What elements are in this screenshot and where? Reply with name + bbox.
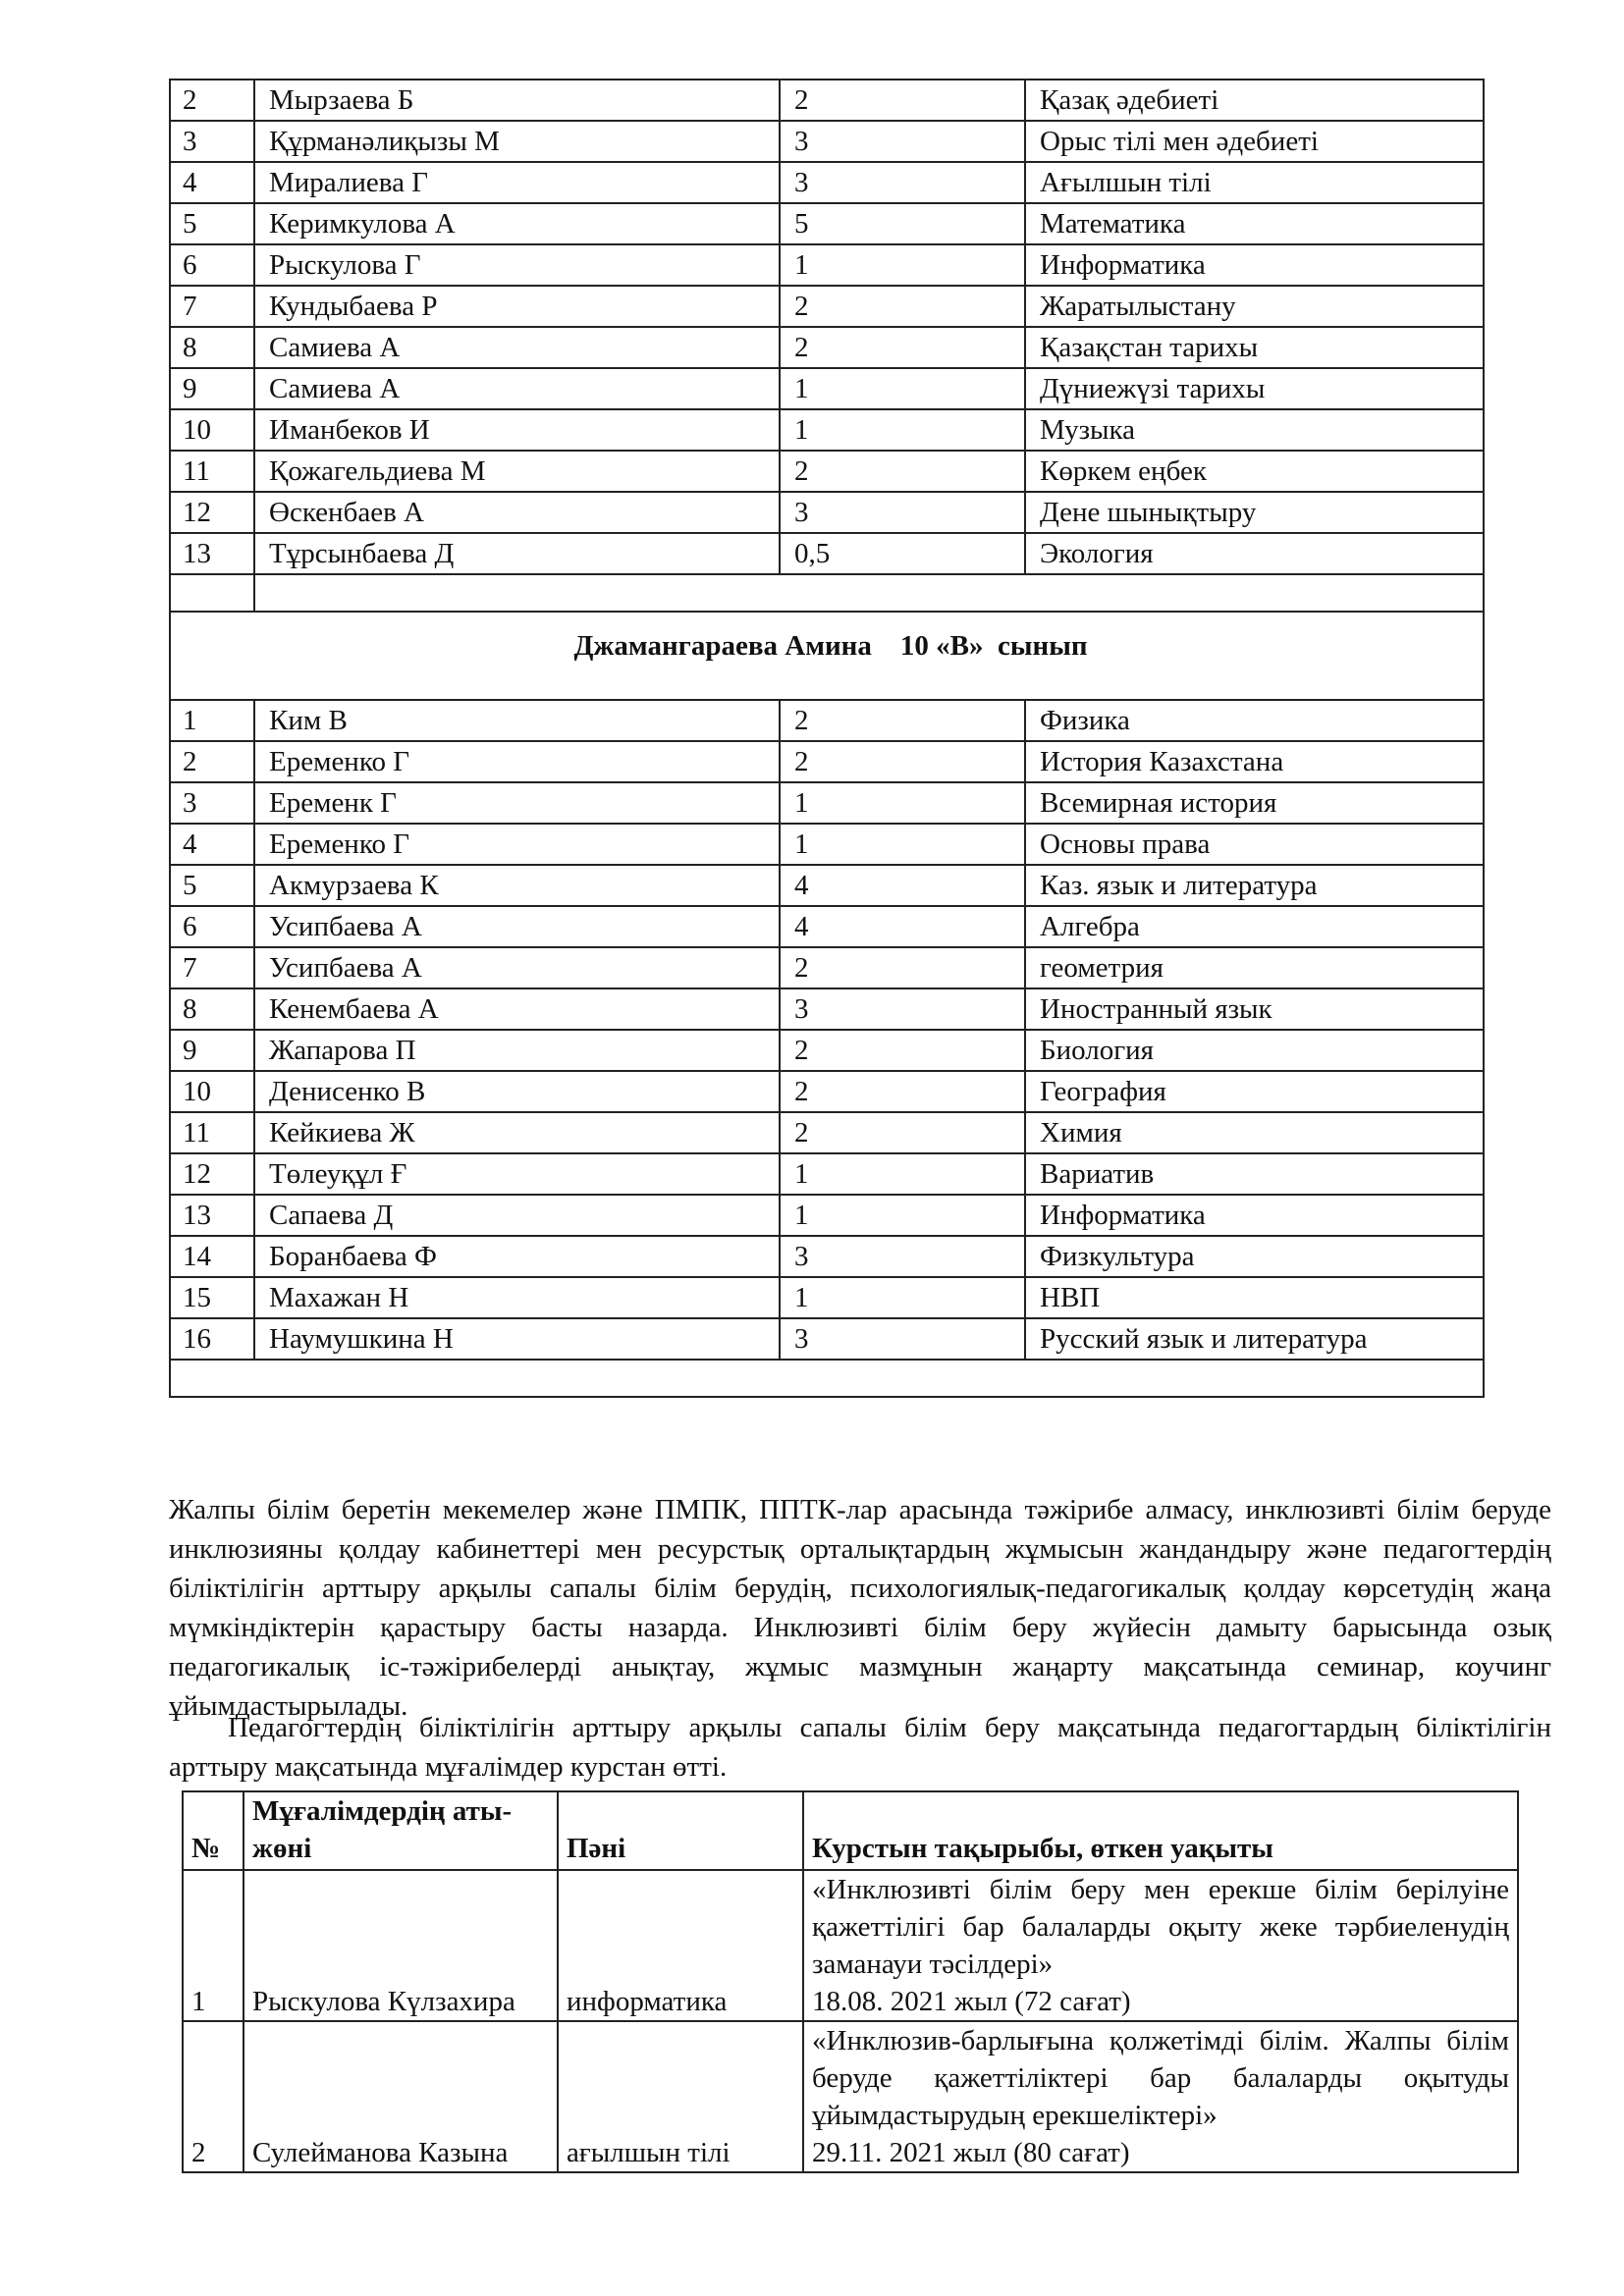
table-row (170, 1195, 1484, 1236)
table-row (170, 1112, 1484, 1153)
table-row (170, 1236, 1484, 1277)
row-number: 4 (170, 824, 254, 865)
subject-name: Всемирная история (1025, 782, 1484, 824)
hours-value: 3 (780, 1236, 1025, 1277)
row-number: 8 (170, 988, 254, 1030)
table-row (170, 80, 1484, 121)
hours-value: 2 (780, 947, 1025, 988)
teacher-name: Наумушкина Н (254, 1318, 780, 1360)
subject-name: Жаратылыстану (1025, 286, 1484, 327)
table-row (170, 286, 1484, 327)
table-row (170, 700, 1484, 741)
table-row (170, 162, 1484, 203)
teacher-name: Төлеуқұл Ғ (254, 1153, 780, 1195)
row-number: 5 (170, 203, 254, 244)
hours-value: 2 (780, 700, 1025, 741)
row-number: 15 (170, 1277, 254, 1318)
hours-value: 3 (780, 1318, 1025, 1360)
table-section-divider (170, 574, 1484, 700)
subject-name: История Казахстана (1025, 741, 1484, 782)
row-number: 5 (170, 865, 254, 906)
section-header-row (170, 612, 1484, 700)
course-info (803, 1870, 1518, 2021)
subject-name: Основы права (1025, 824, 1484, 865)
hours-value: 1 (780, 368, 1025, 409)
table-row (170, 1277, 1484, 1318)
subject-name: Ағылшын тілі (1025, 162, 1484, 203)
table-header-row (183, 1791, 1518, 1870)
hours-value: 2 (780, 286, 1025, 327)
row-number: 12 (170, 1153, 254, 1195)
row-number: 2 (183, 2021, 244, 2172)
hours-value: 3 (780, 162, 1025, 203)
course-title: «Инклюзив-барлығына қолжетімді білім. Жалпы білім беруде қажеттіліктері бар балаларды оқытуды ұйымдастырудың ерекшеліктері» (812, 2025, 1509, 2131)
paragraph-teacher-courses: Педагогтердің біліктілігін арттыру арқылы сапалы білім беру мақсатында педагогтардың біліктілігін арттыру мақсатында мұғалімдер курстан өтті. (169, 1712, 1551, 1783)
subject-name: НВП (1025, 1277, 1484, 1318)
hours-value: 2 (780, 1071, 1025, 1112)
table-row (170, 368, 1484, 409)
table-row (170, 1030, 1484, 1071)
teacher-name: Кейкиева Ж (254, 1112, 780, 1153)
hours-value: 1 (780, 1195, 1025, 1236)
table-row (170, 906, 1484, 947)
hours-value: 1 (780, 782, 1025, 824)
table-row (170, 121, 1484, 162)
hours-value: 2 (780, 1112, 1025, 1153)
hours-value: 4 (780, 865, 1025, 906)
empty-cell (254, 574, 1484, 612)
hours-value: 2 (780, 80, 1025, 121)
teacher-name: Ким В (254, 700, 780, 741)
row-number: 9 (170, 1030, 254, 1071)
table-row (170, 988, 1484, 1030)
header-teacher-name: Мұғалімдердің аты-жөні (244, 1791, 558, 1870)
hours-value: 3 (780, 988, 1025, 1030)
teacher-name: Қожагельдиева М (254, 451, 780, 492)
row-number: 10 (170, 1071, 254, 1112)
table-row (170, 203, 1484, 244)
hours-value: 2 (780, 451, 1025, 492)
subject-name: Физика (1025, 700, 1484, 741)
row-number: 4 (170, 162, 254, 203)
table-row (170, 1153, 1484, 1195)
row-number: 10 (170, 409, 254, 451)
header-subject: Пәні (558, 1791, 803, 1870)
course-info (803, 2021, 1518, 2172)
teacher-name: Өскенбаев А (254, 492, 780, 533)
hours-value: 1 (780, 244, 1025, 286)
teacher-name: Рыскулова Күлзахира (244, 1870, 558, 2021)
teacher-courses-table (182, 1790, 1519, 2173)
subject-name: Физкультура (1025, 1236, 1484, 1277)
header-num: № (183, 1791, 244, 1870)
row-number: 2 (170, 741, 254, 782)
table-row (170, 533, 1484, 574)
row-number: 1 (183, 1870, 244, 2021)
row-number: 2 (170, 80, 254, 121)
teacher-name: Тұрсынбаева Д (254, 533, 780, 574)
teacher-name: Керимкулова А (254, 203, 780, 244)
row-number: 1 (170, 700, 254, 741)
hours-value: 0,5 (780, 533, 1025, 574)
empty-cell (170, 1360, 1484, 1397)
table-row (170, 492, 1484, 533)
course-date: 29.11. 2021 жыл (80 сағат) (812, 2137, 1130, 2168)
subject-name: Дене шынықтыру (1025, 492, 1484, 533)
row-number: 11 (170, 451, 254, 492)
table-row (170, 1318, 1484, 1360)
subject-name: Орыс тілі мен әдебиеті (1025, 121, 1484, 162)
teacher-name: Жапарова П (254, 1030, 780, 1071)
class-teachers-table (169, 79, 1485, 1398)
course-title: «Инклюзивті білім беру мен ерекше білім берілуіне қажеттілігі бар балаларды оқыту жеке тәрбиеленудің заманауи тәсілдері» (812, 1874, 1509, 1980)
subject-name: Көркем еңбек (1025, 451, 1484, 492)
subject-name: Экология (1025, 533, 1484, 574)
hours-value: 4 (780, 906, 1025, 947)
table-row (170, 244, 1484, 286)
subject-name: Музыка (1025, 409, 1484, 451)
subject-name: Қазақ әдебиеті (1025, 80, 1484, 121)
hours-value: 2 (780, 327, 1025, 368)
subject-name: геометрия (1025, 947, 1484, 988)
hours-value: 2 (780, 1030, 1025, 1071)
row-number: 14 (170, 1236, 254, 1277)
subject-name: Математика (1025, 203, 1484, 244)
header-course: Курстын тақырыбы, өткен уақыты (803, 1791, 1518, 1870)
hours-value: 1 (780, 824, 1025, 865)
subject-name: Каз. язык и литература (1025, 865, 1484, 906)
subject-name: Иностранный язык (1025, 988, 1484, 1030)
subject-name: Информатика (1025, 1195, 1484, 1236)
subject-name: Дүниежүзі тарихы (1025, 368, 1484, 409)
row-number: 13 (170, 533, 254, 574)
table-row (170, 409, 1484, 451)
table-row (170, 865, 1484, 906)
teacher-name: Еременко Г (254, 741, 780, 782)
teacher-name: Усипбаева А (254, 947, 780, 988)
teacher-courses-body (183, 1870, 1518, 2172)
teacher-name: Еременко Г (254, 824, 780, 865)
teacher-name: Мырзаева Б (254, 80, 780, 121)
hours-value: 1 (780, 1277, 1025, 1318)
row-number: 12 (170, 492, 254, 533)
course-date: 18.08. 2021 жыл (72 сағат) (812, 1986, 1131, 2017)
row-number: 11 (170, 1112, 254, 1153)
hours-value: 1 (780, 1153, 1025, 1195)
teacher-name: Сапаева Д (254, 1195, 780, 1236)
teacher-name: Самиева А (254, 368, 780, 409)
table-row (170, 741, 1484, 782)
subject-name: информатика (558, 1870, 803, 2021)
row-number: 7 (170, 947, 254, 988)
subject-name: Биология (1025, 1030, 1484, 1071)
hours-value: 3 (780, 492, 1025, 533)
paragraph-inclusive-education: Жалпы білім беретін мекемелер және ПМПК, ППТК-лар арасында тәжірибе алмасу, инклюзивті білім беруде инклюзияны қолдау кабинеттері мен ресурстық орталықтардың жұмысын жандандыру және педагогтердің біліктілігін арттыру арқылы сапалы білім берудің, психологиялық-педагогикалық қолдау көрсетудің жаңа мүмкіндіктерін қарастыру басты назарда. Инклюзивті білім беру жүйесін дамыту барысында озық педагогикалық іс-тәжірибелерді анықтау, жұмыс мазмұнын жаңарту мақсатында семинар, коучинг ұйымдастырылады. (169, 1494, 1551, 1722)
hours-value: 3 (780, 121, 1025, 162)
row-number: 3 (170, 782, 254, 824)
subject-name: Химия (1025, 1112, 1484, 1153)
section-title: Джамангараева Амина 10 «В» сынып (170, 612, 1484, 700)
subject-name: География (1025, 1071, 1484, 1112)
teacher-name: Еременк Г (254, 782, 780, 824)
row-number: 9 (170, 368, 254, 409)
hours-value: 2 (780, 741, 1025, 782)
table-row (170, 824, 1484, 865)
row-number: 3 (170, 121, 254, 162)
subject-name: Информатика (1025, 244, 1484, 286)
teacher-name: Құрманәлиқызы М (254, 121, 780, 162)
row-number: 6 (170, 244, 254, 286)
teacher-name: Боранбаева Ф (254, 1236, 780, 1277)
row-number: 7 (170, 286, 254, 327)
empty-cell (170, 574, 254, 612)
table-section-a (170, 80, 1484, 574)
row-number: 13 (170, 1195, 254, 1236)
table-row (170, 327, 1484, 368)
table-section-b (170, 700, 1484, 1360)
hours-value: 5 (780, 203, 1025, 244)
teacher-name: Махажан Н (254, 1277, 780, 1318)
row-number: 8 (170, 327, 254, 368)
table-row (183, 1870, 1518, 2021)
table-row (183, 2021, 1518, 2172)
subject-name: Русский язык и литература (1025, 1318, 1484, 1360)
subject-name: ағылшын тілі (558, 2021, 803, 2172)
row-number: 6 (170, 906, 254, 947)
subject-name: Вариатив (1025, 1153, 1484, 1195)
table-row (170, 782, 1484, 824)
teacher-name: Самиева А (254, 327, 780, 368)
teacher-name: Миралиева Г (254, 162, 780, 203)
teacher-name: Рыскулова Г (254, 244, 780, 286)
hours-value: 1 (780, 409, 1025, 451)
teacher-name: Усипбаева А (254, 906, 780, 947)
teacher-name: Сулейманова Казына (244, 2021, 558, 2172)
subject-name: Қазақстан тарихы (1025, 327, 1484, 368)
empty-row (170, 1360, 1484, 1397)
empty-row (170, 574, 1484, 612)
teacher-name: Кенембаева А (254, 988, 780, 1030)
table-row (170, 451, 1484, 492)
subject-name: Алгебра (1025, 906, 1484, 947)
row-number: 16 (170, 1318, 254, 1360)
teacher-name: Иманбеков И (254, 409, 780, 451)
table-row (170, 1071, 1484, 1112)
teacher-name: Акмурзаева К (254, 865, 780, 906)
table-row (170, 947, 1484, 988)
teacher-name: Кундыбаева Р (254, 286, 780, 327)
teacher-name: Денисенко В (254, 1071, 780, 1112)
